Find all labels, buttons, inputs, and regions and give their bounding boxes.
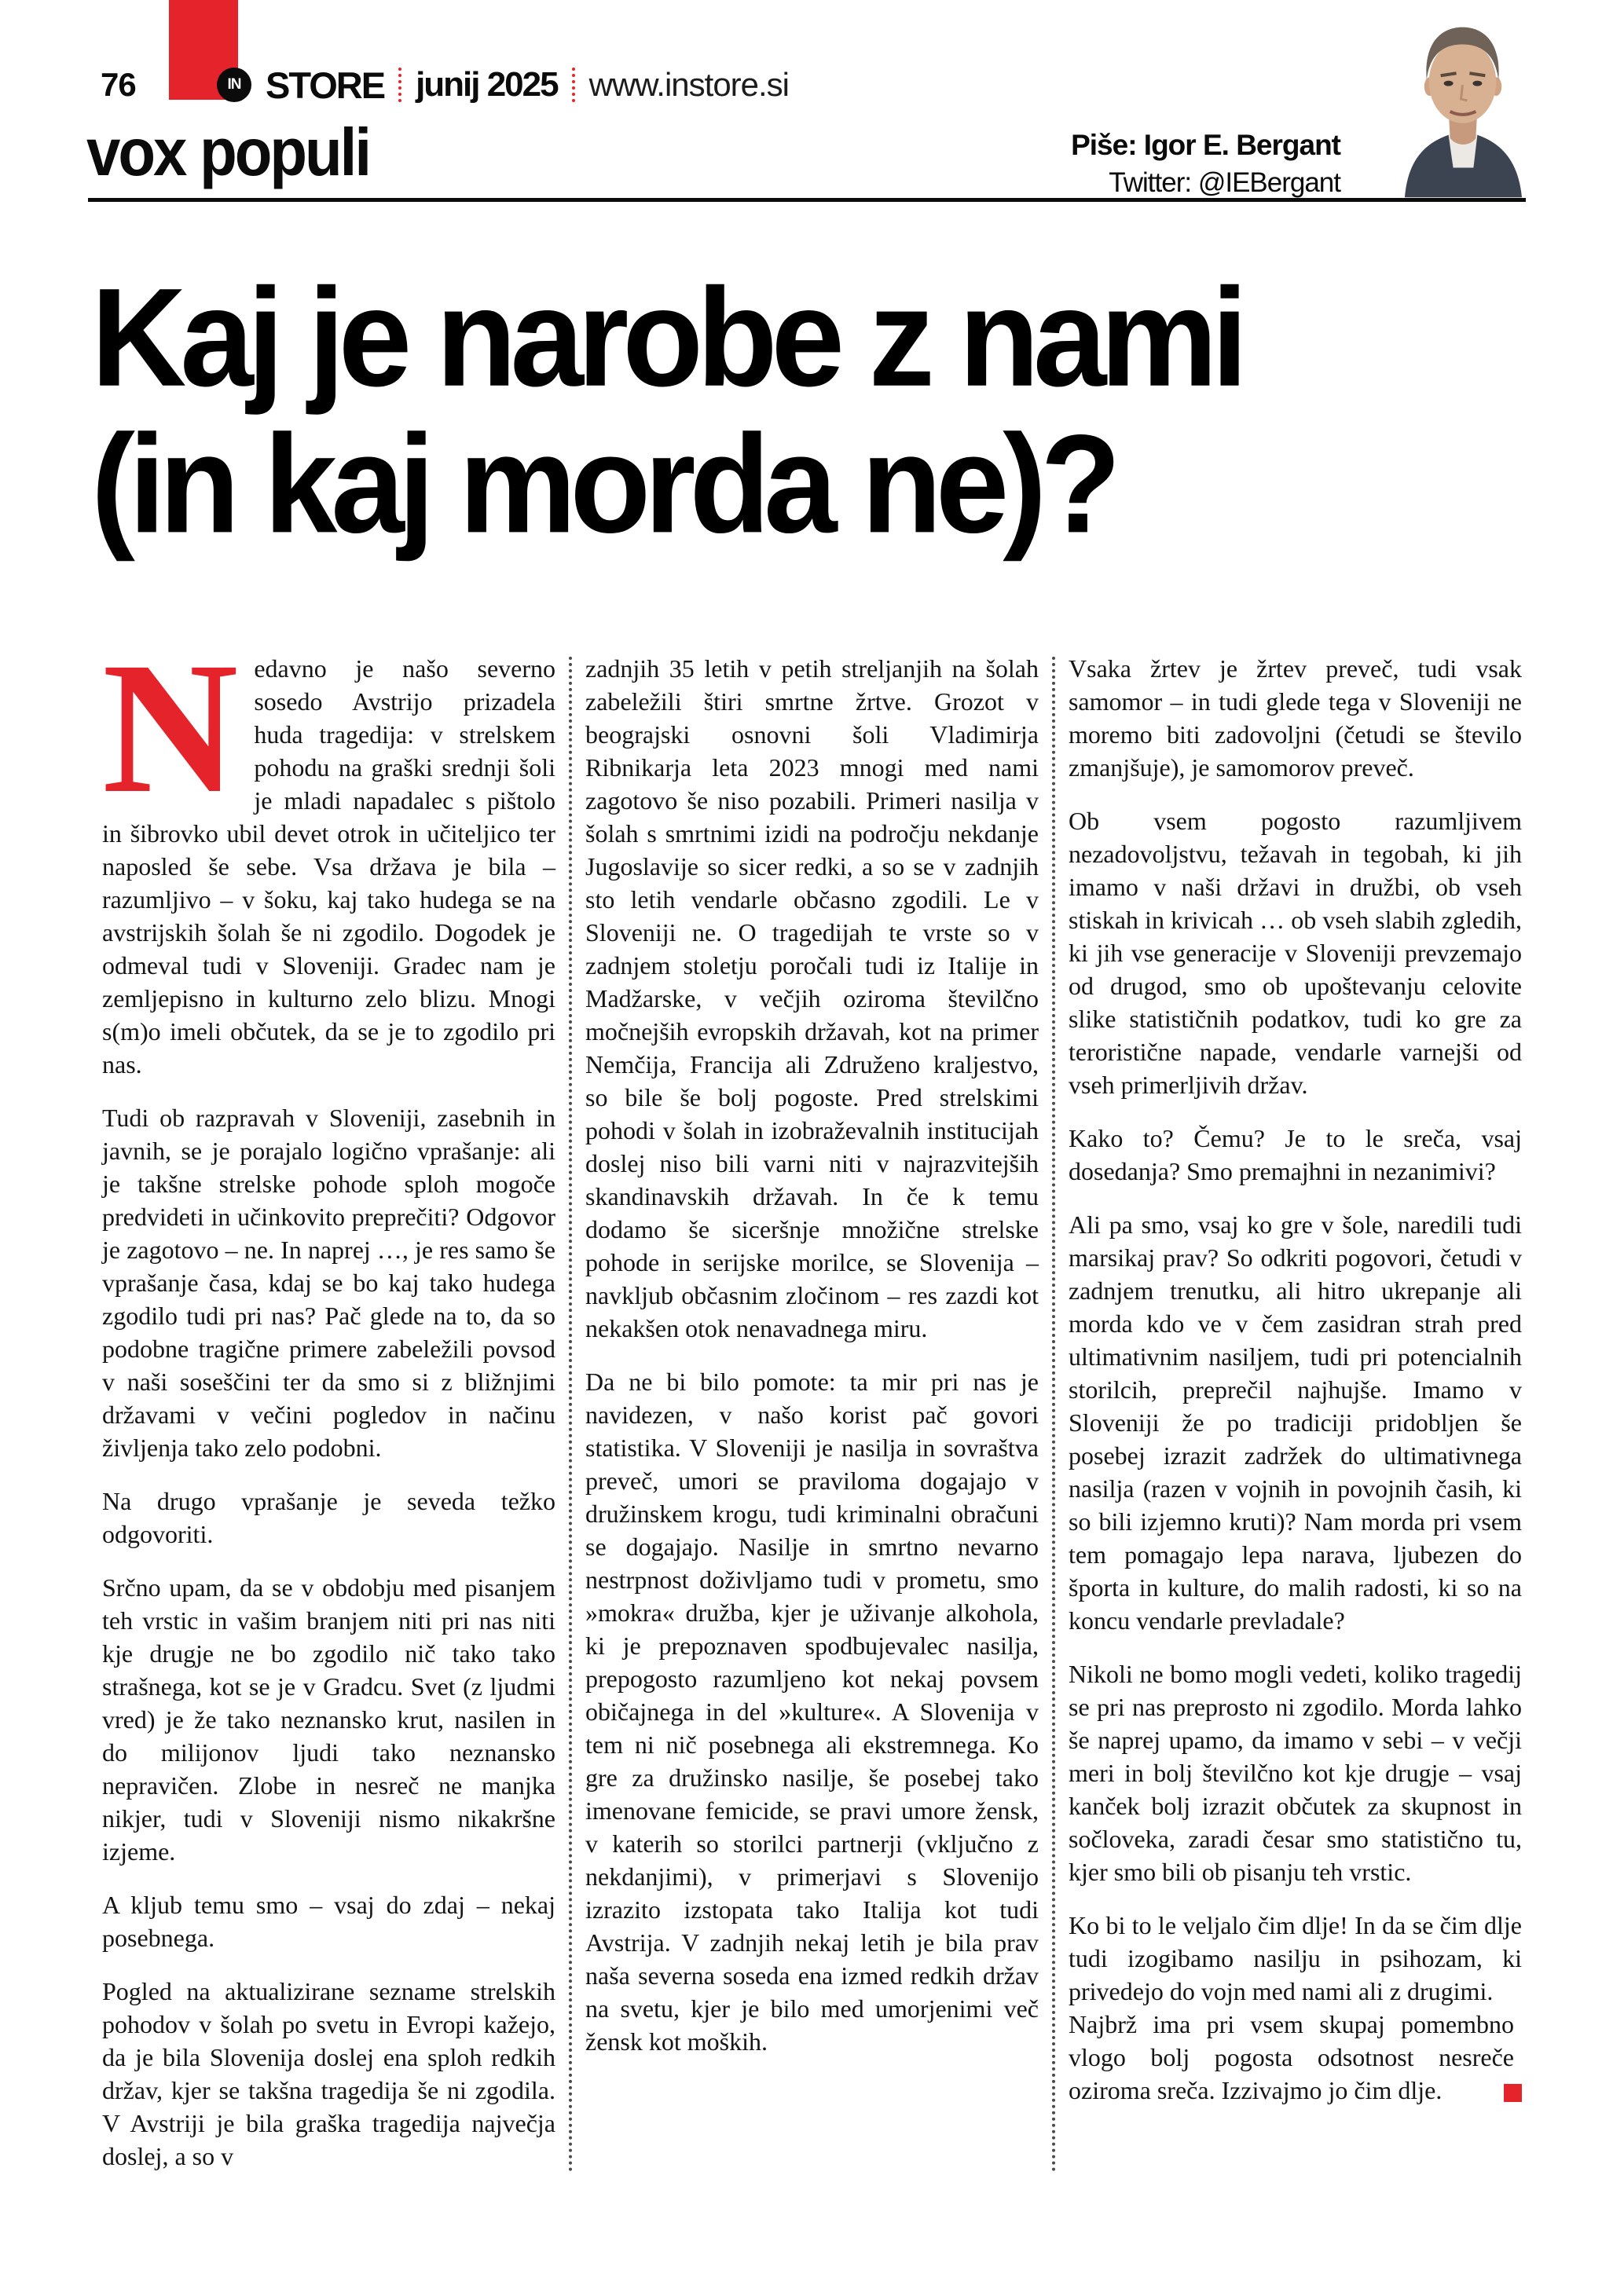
closing-paragraph-text: Najbrž ima pri vsem skupaj pomembno vlogo bolj pogosta odsotnost nesreče oziroma sreča. Izzivajmo jo čim dlje.: [1069, 2010, 1514, 2104]
header-rule: [88, 198, 1526, 202]
lead-paragraph-text: edavno je našo severno sosedo Avstrijo prizadela huda tragedija: v strelskem pohodu na graški srednji šoli je mladi napadalec s pištolo in šibrovko ubil devet otrok in učiteljico ter naposled še sebe. Vsa država je bila – razumljivo – v šoku, kaj tako hudega se na avstrijskih šolah še ni zgodilo. Dogodek je odmeval tudi v Sloveniji. Gradec nam je zemljepisno in kulturno zelo blizu. Mnogi s(m)o imeli občutek, da se je to zgodilo pri nas.: [102, 654, 555, 1078]
masthead-issue-date: junij 2025: [416, 65, 558, 104]
body-paragraph: Ko bi to le veljalo čim dlje! In da se čim dlje tudi izogibamo nasilju in psihozam, ki privedejo do vojn med nami ali z drugimi.: [1069, 1911, 1522, 2005]
masthead-website-link[interactable]: www.instore.si: [588, 66, 790, 103]
column-2: [585, 652, 1039, 2173]
column-1-paragraphs: [102, 1101, 555, 2173]
photo-eye: [1444, 81, 1454, 86]
column-3-paragraphs: [1069, 652, 1522, 2008]
body-paragraph: Srčno upam, da se v obdobju med pisanjem teh vrstic in vašim branjem niti pri nas niti kje drugje ne bo zgodilo nič tako tako strašnega, kot se je v Gradcu. Svet (z ljudmi vred) je že tako neznansko krut, nasilen in do milijonov ljudi tako neznansko nepravičen. Zlobe in nesreč ne manjka nikjer, tudi v Sloveniji nismo nikakršne izjeme.: [102, 1573, 555, 1866]
article-title: [91, 258, 1242, 562]
masthead-store-label: STORE: [266, 64, 385, 106]
masthead-dotted-separator: [572, 68, 575, 102]
column-1: [102, 623, 555, 2173]
column-2-paragraphs: [585, 652, 1039, 2058]
body-paragraph: Nikoli ne bomo mogli vedeti, koliko tragedij se pri nas preprosto ni zgodilo. Morda lahko še naprej upamo, da imamo v sebi – v večji meri in bolj številčno kot kje drugje – vsaj kanček bolj izrazit občutek za skupnost in sočloveka, zaradi česar smo statistično tu, kjer smo bili ob pisanju teh vrstic.: [1069, 1660, 1522, 1886]
instore-logo-icon: IN: [217, 68, 251, 102]
article-end-mark: [1504, 2084, 1522, 2102]
byline-twitter-handle[interactable]: Twitter: @IEBergant: [1109, 167, 1340, 198]
column-divider-1: [569, 657, 572, 2173]
byline-author: Piše: Igor E. Bergant: [1071, 129, 1340, 161]
body-paragraph: Pogled na aktualizirane sezname strelskih pohodov v šolah po svetu in Evropi kažejo, da je bila Slovenija doslej ena sploh redkih držav, kjer se takšna tragedija še ni zgodila. V Avstriji je bila graška tragedija največja doslej, a so v: [102, 1977, 555, 2170]
body-paragraph: Na drugo vprašanje je seveda težko odgovoriti.: [102, 1487, 555, 1548]
photo-face: [1429, 41, 1496, 123]
masthead-logo-row: [217, 66, 789, 104]
drop-cap: N: [102, 623, 239, 832]
author-photo: [1400, 13, 1526, 198]
body-paragraph: Ob vsem pogosto razumljivem nezadovoljstvu, težavah in tegobah, ki jih imamo v naši državi in družbi, ob vseh stiskah in krivicah … ob vseh slabih zgledih, ki jih vse generacije v Sloveniji prevzemajo od drugod, smo ob upoštevanju celovite slike statističnih podatkov, tudi ko gre za teroristične napade, vendarle varnejši od vseh primerljivih držav.: [1069, 807, 1522, 1099]
column-3: [1069, 652, 1522, 2173]
lead-paragraph: [102, 623, 555, 1081]
column-divider-2: [1052, 657, 1055, 2173]
body-paragraph: A kljub temu smo – vsaj do zdaj – nekaj posebnega.: [102, 1891, 555, 1952]
body-paragraph: Vsaka žrtev je žrtev preveč, tudi vsak samomor – in tudi glede tega v Sloveniji ne moremo biti zadovoljni (četudi se število zmanjšuje), je samomorov preveč.: [1069, 654, 1522, 782]
body-paragraph: Kako to? Čemu? Je to le sreča, vsaj dosedanja? Smo premajhni in nezanimivi?: [1069, 1124, 1522, 1185]
body-paragraph: zadnjih 35 letih v petih streljanjih na šolah zabeležili štiri smrtne žrtve. Grozot v beograjski osnovni šoli Vladimirja Ribnikarja leta 2023 mnogi med nami zagotovo še niso pozabili. Primeri nasilja v šolah s smrtnimi izidi na področju nekdanje Jugoslavije so sicer redki, a so se v zadnjih sto letih vendarle občasno zgodili. Le v Sloveniji ne. O tragedijah te vrste so v zadnjem stoletju poročali tudi iz Italije in Madžarske, v večjih oziroma številčno močnejših evropskih državah, kot na primer Nemčija, Francija ali Združeno kraljestvo, so bile še bolj pogoste. Pred strelskimi pohodi v šolah in izobraževalnih institucijah doslej niso bili varni niti v najrazvitejših skandinavskih državah. In če k temu dodamo še siceršnje množične strelske pohode in serijske morilce, se Slovenija – navkljub občasnim zločinom – res zazdi kot nekakšen otok nenavadnega miru.: [585, 654, 1039, 1342]
body-paragraph: Ali pa smo, vsaj ko gre v šole, naredili tudi marsikaj prav? So odkriti pogovori, četudi v zadnjem trenutku, ali hitro ukrepanje ali morda kdo ve v čem zasidran strah pred ultimativnim nasiljem, tudi pri potencialnih storilcih, preprečil najhujše. Imamo v Sloveniji že po tradiciji pridobljen še posebej izrazit zadržek do ultimativnega nasilja (razen v vojnih in povojnih časih, ki so bili izjemno kruti)? Nam morda pri vsem tem pomagajo lepa narava, ljubezen do športa in kulture, do malih radosti, ki so na koncu vendarle prevladale?: [1069, 1210, 1522, 1635]
article-title-line1: Kaj je narobe z nami: [91, 258, 1242, 416]
photo-eye: [1472, 81, 1482, 86]
byline: [1071, 129, 1340, 199]
closing-paragraph: [1069, 2008, 1522, 2107]
article-title-line2: (in kaj morda ne)?: [91, 405, 1115, 562]
body-paragraph: Tudi ob razpravah v Sloveniji, zasebnih in javnih, se je porajalo logično vprašanje: ali je takšne strelske pohode sploh mogoče predvideti in učinkovito preprečiti? Odgovor je zagotovo – ne. In naprej …, je res samo še vprašanje časa, kdaj se bo kaj tako hudega zgodilo tudi pri nas? Pač glede na to, da so podobne tragične primere zabeležili povsod v naši soseščini ter da smo si z bližnjimi državami v večini pogledov in načinu življenja tako zelo podobni.: [102, 1104, 555, 1462]
section-title: vox populi: [86, 114, 369, 190]
body-paragraph: Da ne bi bilo pomote: ta mir pri nas je navidezen, v našo korist pač govori statistika. V Sloveniji je nasilja in sovraštva preveč, umori se praviloma dogajajo v družinskem krogu, tudi kriminalni obračuni se dogajajo. Nasilje in smrtno nevarno nestrpnost doživljamo tudi v prometu, smo »mokra« družba, kjer je uživanje alkohola, ki je prepoznaven spodbujevalec nasilja, prepogosto razumljeno kot nekaj povsem običajnega in del »kulture«. A Slovenija v tem ni nič posebnega ali ekstremnega. Ko gre za družinsko nasilje, še posebej tako imenovane femicide, se pravi umore žensk, v katerih so storilci partnerji (vključno z nekdanjimi), v primerjavi s Slovenijo izrazito izstopata tako Italija kot tudi Avstrija. V zadnjih nekaj letih je bila prav naša severna soseda ena izmed redkih držav na svetu, kjer je bilo med umorjenimi več žensk kot moških.: [585, 1368, 1039, 2056]
masthead-dotted-separator: [398, 68, 401, 102]
page-number: 76: [101, 66, 136, 103]
article-body: [102, 623, 1522, 2173]
